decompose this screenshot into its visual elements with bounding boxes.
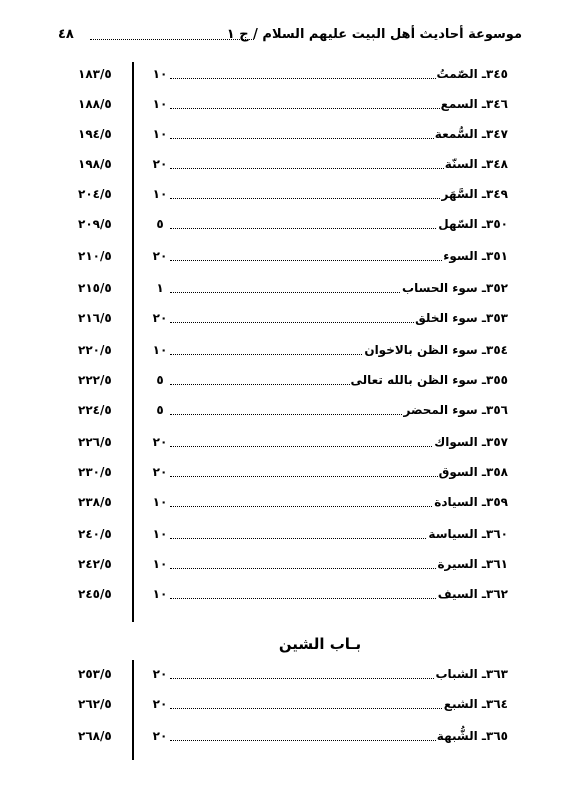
entry-count: ٢٠ <box>152 249 168 263</box>
entry-reference: ٢٤٥/٥ <box>78 587 112 601</box>
entry-reference: ٢٢٠/٥ <box>78 343 112 357</box>
entry-label: ٣٥٠ـ السّهل <box>437 214 508 234</box>
entry-label: ٣٦٥ـ الشُّبهة <box>436 726 508 746</box>
index-row <box>78 64 508 84</box>
page-number: ٤٨ <box>58 27 74 42</box>
entry-reference: ٢٦٢/٥ <box>78 697 112 711</box>
entry-reference: ١٨٣/٥ <box>78 67 112 81</box>
entry-count: ١٠ <box>152 67 168 81</box>
entry-label: ٣٥٨ـ السوق <box>438 462 508 482</box>
entry-count: ٥ <box>156 217 164 231</box>
index-row <box>78 340 508 360</box>
entry-label: ٣٦٠ـ السياسة <box>427 524 508 544</box>
entry-label: ٣٤٨ـ السنّة <box>444 154 508 174</box>
entry-count: ١٠ <box>152 127 168 141</box>
entry-count: ٢٠ <box>152 667 168 681</box>
index-row <box>78 400 508 420</box>
entry-count: ١٠ <box>152 495 168 509</box>
entry-reference: ٢٤٢/٥ <box>78 557 112 571</box>
index-row <box>78 278 508 298</box>
entry-label: ٣٤٥ـ الصّمتُ <box>436 64 508 84</box>
entry-count: ٢٠ <box>152 157 168 171</box>
entry-count: ٢٠ <box>152 465 168 479</box>
entry-count: ٢٠ <box>152 697 168 711</box>
entry-reference: ٢١٥/٥ <box>78 281 112 295</box>
index-row <box>78 726 508 746</box>
entry-label: ٣٥٣ـ سوء الخلق <box>414 308 508 328</box>
running-header <box>58 24 522 46</box>
header-title: موسوعة أحاديث أهل البيت عليهم السلام / ج ١ <box>226 27 522 42</box>
entry-reference: ٢٠٩/٥ <box>78 217 112 231</box>
entry-label: ٣٤٩ـ السَّهَر <box>441 184 508 204</box>
entry-label: ٣٥٦ـ سوء المحضر <box>402 400 508 420</box>
index-row <box>78 94 508 114</box>
entry-label: ٣٥٢ـ سوء الحساب <box>401 278 508 298</box>
entry-reference: ٢٦٨/٥ <box>78 729 112 743</box>
entry-reference: ٢٢٤/٥ <box>78 403 112 417</box>
index-row <box>78 308 508 328</box>
entry-label: ٣٤٧ـ السُّمعة <box>434 124 508 144</box>
index-row <box>78 184 508 204</box>
entry-label: ٣٥٩ـ السيادة <box>433 492 508 512</box>
index-row <box>78 694 508 714</box>
entry-label: ٣٥٥ـ سوء الظن بالله تعالى <box>350 370 509 390</box>
entry-reference: ١٩٤/٥ <box>78 127 112 141</box>
entry-label: ٣٥٤ـ سوء الظن بالاخوان <box>363 340 508 360</box>
index-row <box>78 214 508 234</box>
entry-reference: ٢١٦/٥ <box>78 311 112 325</box>
entry-count: ١٠ <box>152 557 168 571</box>
entry-reference: ١٩٨/٥ <box>78 157 112 171</box>
section-heading <box>0 633 580 655</box>
entry-count: ٥ <box>156 403 164 417</box>
entry-reference: ٢١٠/٥ <box>78 249 112 263</box>
index-row <box>78 432 508 452</box>
entry-reference: ١٨٨/٥ <box>78 97 112 111</box>
entry-count: ١٠ <box>152 97 168 111</box>
entry-label: ٣٦٢ـ السيف <box>437 584 508 604</box>
index-row <box>78 154 508 174</box>
index-row <box>78 524 508 544</box>
entry-reference: ٢٥٣/٥ <box>78 667 112 681</box>
entry-reference: ٢٢٦/٥ <box>78 435 112 449</box>
header-leader-dots <box>90 24 254 40</box>
entry-count: ١٠ <box>152 187 168 201</box>
entry-count: ٥ <box>156 373 164 387</box>
entry-label: ٣٦٤ـ الشبع <box>443 694 508 714</box>
entry-label: ٣٤٦ـ السمع <box>440 94 508 114</box>
index-row <box>78 554 508 574</box>
index-row <box>78 370 508 390</box>
index-row <box>78 124 508 144</box>
entry-count: ٢٠ <box>152 311 168 325</box>
index-row <box>78 462 508 482</box>
entry-count: ١٠ <box>152 343 168 357</box>
index-row <box>78 664 508 684</box>
entry-count: ١ <box>156 281 164 295</box>
entry-count: ١٠ <box>152 587 168 601</box>
entry-label: ٣٦١ـ السيرة <box>436 554 508 574</box>
entry-label: ٣٦٣ـ الشباب <box>434 664 508 684</box>
entry-reference: ٢٠٤/٥ <box>78 187 112 201</box>
entry-reference: ٢٣٠/٥ <box>78 465 112 479</box>
entry-label: ٣٥٧ـ السواك <box>433 432 508 452</box>
entry-reference: ٢٣٨/٥ <box>78 495 112 509</box>
entry-count: ١٠ <box>152 527 168 541</box>
index-row <box>78 584 508 604</box>
entry-reference: ٢٤٠/٥ <box>78 527 112 541</box>
entry-count: ٢٠ <box>152 435 168 449</box>
entry-reference: ٢٢٢/٥ <box>78 373 112 387</box>
index-row <box>78 492 508 512</box>
section-title-text: بـاب الشين <box>278 635 362 653</box>
entry-count: ٢٠ <box>152 729 168 743</box>
entry-label: ٣٥١ـ السوء <box>442 246 508 266</box>
index-row <box>78 246 508 266</box>
